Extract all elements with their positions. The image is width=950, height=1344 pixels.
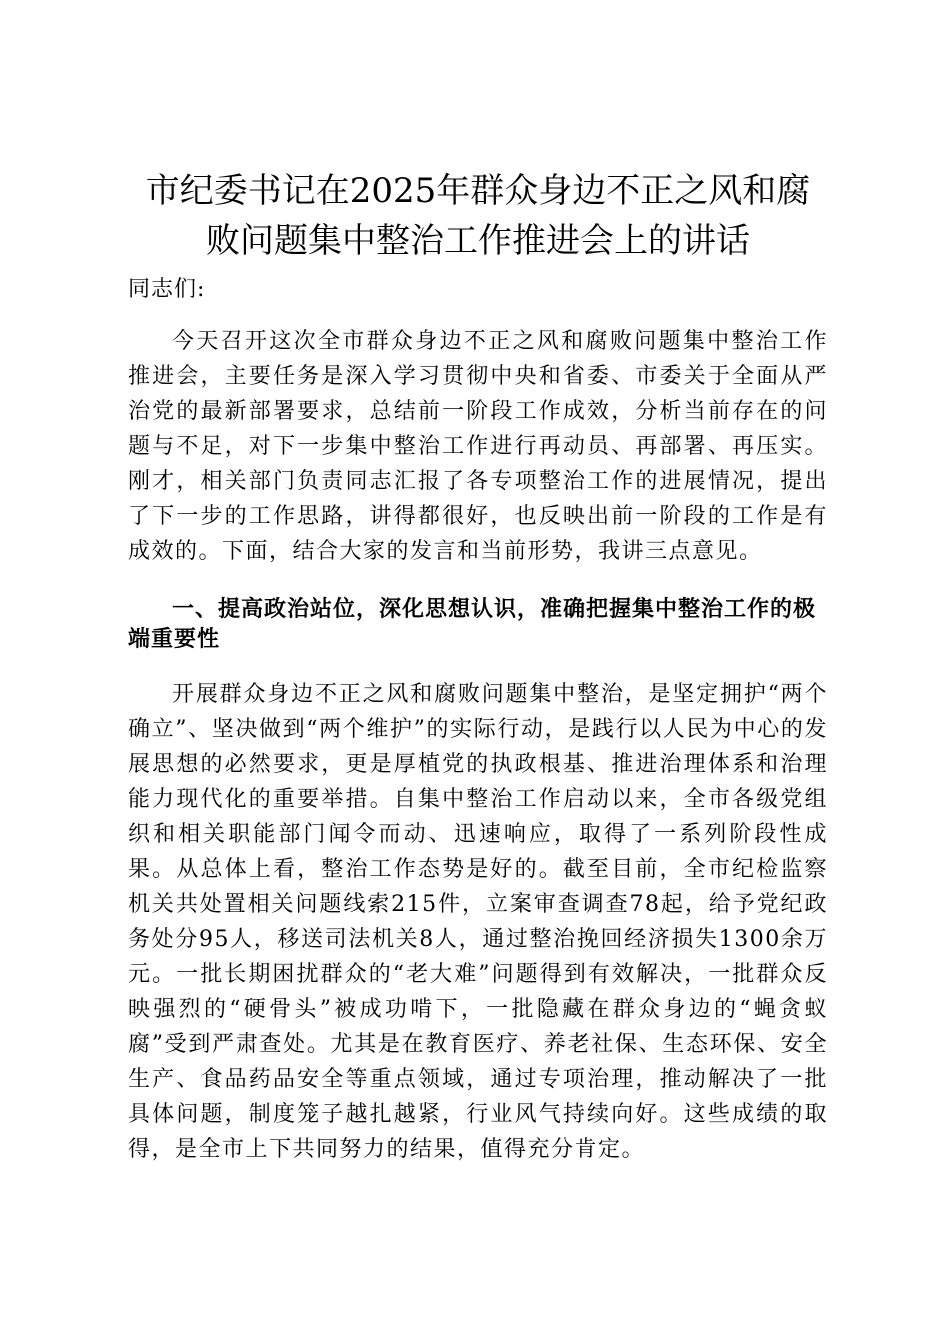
document-title xyxy=(128,166,828,266)
paragraph-section-1: 开展群众身边不正之风和腐败问题集中整治，是坚定拥护“两个确立”、坚决做到“两个维护”的实际行动，是践行以人民为中心的发展思想的必然要求，更是厚植党的执政根基、推进治理体系和治理能力现代化的重要举措。自集中整治工作启动以来，全市各级党组织和相关职能部门闻令而动、迅速响应，取得了一系列阶段性成果。从总体上看，整治工作态势是好的。截至目前，全市纪检监察机关共处置相关问题线索215件，立案审查调查78起，给予党纪政务处分95人，移送司法机关8人，通过整治挽回经济损失1300余万元。一批长期困扰群众的“老大难”问题得到有效解决，一批群众反映强烈的“硬骨头”被成功啃下，一批隐藏在群众身边的“蝇贪蚁腐”受到严肃查处。尤其是在教育医疗、养老社保、生态环保、安全生产、食品药品安全等重点领域，通过专项治理，推动解决了一批具体问题，制度笼子越扎越紧，行业风气持续向好。这些成绩的取得，是全市上下共同努力的结果，值得充分肯定。 xyxy=(128,682,828,1162)
title-line-2: 败问题集中整治工作推进会上的讲话 xyxy=(206,221,750,261)
greeting: 同志们: xyxy=(128,277,206,302)
section-heading-1: 一、提高政治站位，深化思想认识，准确把握集中整治工作的极端重要性 xyxy=(128,597,817,652)
title-line-1: 市纪委书记在2025年群众身边不正之风和腐 xyxy=(145,171,811,211)
document-body xyxy=(128,166,828,1167)
paragraph-intro: 今天召开这次全市群众身边不正之风和腐败问题集中整治工作推进会，主要任务是深入学习贯彻中央和省委、市委关于全面从严治党的最新部署要求，总结前一阶段工作成效，分析当前存在的问题与不足，对下一步集中整治工作进行再动员、再部署、再压实。刚才，相关部门负责同志汇报了各专项整治工作的进展情况，提出了下一步的工作思路，讲得都很好，也反映出前一阶段的工作是有成效的。下面，结合大家的发言和当前形势，我讲三点意见。 xyxy=(128,329,828,564)
